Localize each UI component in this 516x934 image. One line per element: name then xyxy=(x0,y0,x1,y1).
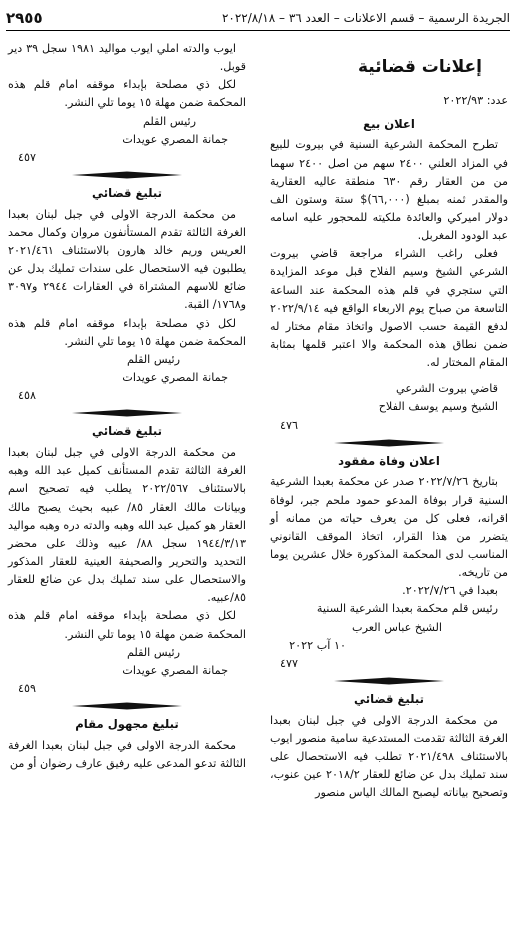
missing-signature-name: الشيخ عباس العرب xyxy=(352,620,442,634)
notice-number: ٤٧٧ xyxy=(280,656,299,670)
missing-person-title: اعلان وفاة مفقود xyxy=(338,453,440,468)
deadline-paragraph: لكل ذي مصلحة بإبداء موقفه امام قلم هذه المحكمة ضمن مهلة ١٥ يوما تلي النشر. xyxy=(8,78,246,110)
deadline-paragraph: لكل ذي مصلحة بإبداء موقفه امام قلم هذه المحكمة ضمن مهلة ١٥ يوما تلي النشر. xyxy=(8,609,246,641)
clerk-title: رئيس القلم xyxy=(126,352,180,366)
notification-title: تبليغ قضائي xyxy=(92,424,162,439)
sale-signature-name: الشيخ وسيم يوسف الفلاح xyxy=(378,400,498,414)
notification-paragraph: من محكمة الدرجة الاولى في جبل لبنان بعبدا الغرفة الثالثة تقدم المستأنف كميل عبد الله وهبه بالاستئناف ٢٠٢٢/٥٦٧ يطلب فيه تصحيح اسم وبيانات مالك العقار ٨٥/ عبيه بحيث يصبح مالك العقار هو كميل عبد الله وهبه والدته دره وهبه مواليد ١٩٤٤/٣/١٣ سجل ٨٨/ عبيه وذلك على محضر التحديد والتحرير والصحيفة العينية للعقار المذكور والاستحصال على سند تمليك بدل عن ضائع للعقار ٨٥/عبيه. xyxy=(8,446,246,605)
notice-number: ٤٥٧ xyxy=(18,150,37,164)
missing-paragraph: بتاريخ ٢٠٢٢/٧/٢٦ صدر عن محكمة بعبدا الشرعية السنية قرار بوفاة المدعو حمود ملحم جبر، لوفاة اقرانه، فعلى كل من يعرف حياته من ممانه أو يتضرر من هذا القرار، اتخاذ الموقف القانوني المناسب لدى المحكمة المذكورة خلال عشرين يوما من تاريخه. xyxy=(270,475,508,580)
clerk-name: جمانة المصري عويدات xyxy=(122,371,228,385)
header-text: الجريدة الرسمية – قسم الاعلانات – العدد ٣٦ – ٢٠٢٢/٨/١٨ xyxy=(221,11,510,25)
notification-paragraph: من محكمة الدرجة الاولى في جبل لبنان بعبدا الغرفة الثالثة تقدمت المستدعية سامية منصور ايوب بالاستئناف ٢٠٢١/٤٩٨ تطلب فيه الاستحصال على سند تمليك بدل عن ضائع للعقار ٢٠١٨/٢ عين عنوب، وتصحيح بياناته ليصبح المالك الياس منصور xyxy=(270,713,509,800)
clerk-name: جمانة المصري عويدات xyxy=(122,663,228,677)
missing-signature-date: ١٠ آب ٢٠٢٢ xyxy=(289,638,346,652)
deadline-paragraph: لكل ذي مصلحة بإبداء موقفه امام قلم هذه المحكمة ضمن مهلة ١٥ يوما تلي النشر. xyxy=(8,316,246,348)
notification-paragraph: من محكمة الدرجة الاولى في جبل لبنان بعبدا الغرفة الثالثة تقدم المستأنفون مروان وكمال محمد العريس وريم خالد هارون بالاستئناف ٢٠٢١/٤٦١ يطلبون فيه الاستحصال على سندات تمليك بدل عن ضائع للاسهم المشتراة في العقارات ٢٩٤٤ و٣٠٩٧ و١٧٦٨/ القبة. xyxy=(8,207,246,312)
page-header xyxy=(6,6,510,31)
notification-title: تبليغ قضائي xyxy=(354,692,424,707)
separator-ornament xyxy=(334,677,444,685)
missing-date: بعبدا في ٢٠٢٢/٧/٢٦. xyxy=(402,584,498,598)
clerk-name: جمانة المصري عويدات xyxy=(122,132,228,146)
sale-paragraph-1: تطرح المحكمة الشرعية السنية في بيروت للبيع في المزاد العلني ٢٤٠٠ سهم من اصل ٢٤٠٠ سهما من من العقار رقم ٦٣٠ منطقة عاليه العقارية والمقدر ثمنه بمبلغ (٦٦,٠٠٠)$ ستة وستون الف دولار اميركي والعائدة ملكيته للمحجور عليه اسامه عبد الودود المغربل. xyxy=(270,138,508,243)
separator-ornament xyxy=(72,702,182,710)
unknown-address-paragraph: محكمة الدرجة الاولى في جبل لبنان بعبدا الغرفة الثالثة تدعو المدعى عليه رفيق عارف رضوان أو من xyxy=(8,738,246,770)
separator-ornament xyxy=(334,439,444,447)
separator-ornament xyxy=(72,409,182,417)
right-column xyxy=(270,40,508,803)
missing-signature-title: رئيس قلم محكمة بعبدا الشرعية السنية xyxy=(316,602,498,616)
clerk-title: رئيس القلم xyxy=(126,645,180,659)
separator-ornament xyxy=(72,171,182,179)
unknown-address-title: تبليغ مجهول مقام xyxy=(75,717,179,732)
notice-number: ٤٥٨ xyxy=(18,389,37,403)
continued-paragraph: ايوب والدته املي ايوب مواليد ١٩٨١ سجل ٣٩ دير قوبل. xyxy=(8,42,246,74)
sale-title: اعلان بيع xyxy=(363,116,415,131)
notice-number: ٤٥٩ xyxy=(18,681,37,695)
section-main-title: إعلانات قضائية xyxy=(357,57,482,77)
sale-signature-title: قاضي بيروت الشرعي xyxy=(396,382,498,396)
left-column xyxy=(8,40,246,773)
notice-number: ٤٧٦ xyxy=(280,418,299,432)
reference-number: عدد: ٢٠٢٢/٩٣ xyxy=(443,93,508,107)
notification-title: تبليغ قضائي xyxy=(92,185,162,200)
sale-paragraph-2: فعلى راغب الشراء مراجعة قاضي بيروت الشرعي الشيخ وسيم الفلاح قبل موعد المزايدة التي ستجري في قلم هذه المحكمة عند الساعة التاسعة من صباح يوم الاربعاء الواقع فيه ٢٠٢٢/٩/١٤ لدفع القيمة حسب الاصول واتخاذ مقام مختار له ضمن نطاق هذه المحكمة والا اعتبر قلمها بمثابة المقام المختار له. xyxy=(270,247,508,370)
clerk-title: رئيس القلم xyxy=(142,114,196,128)
page-number: ٢٩٥٥ xyxy=(6,9,43,27)
